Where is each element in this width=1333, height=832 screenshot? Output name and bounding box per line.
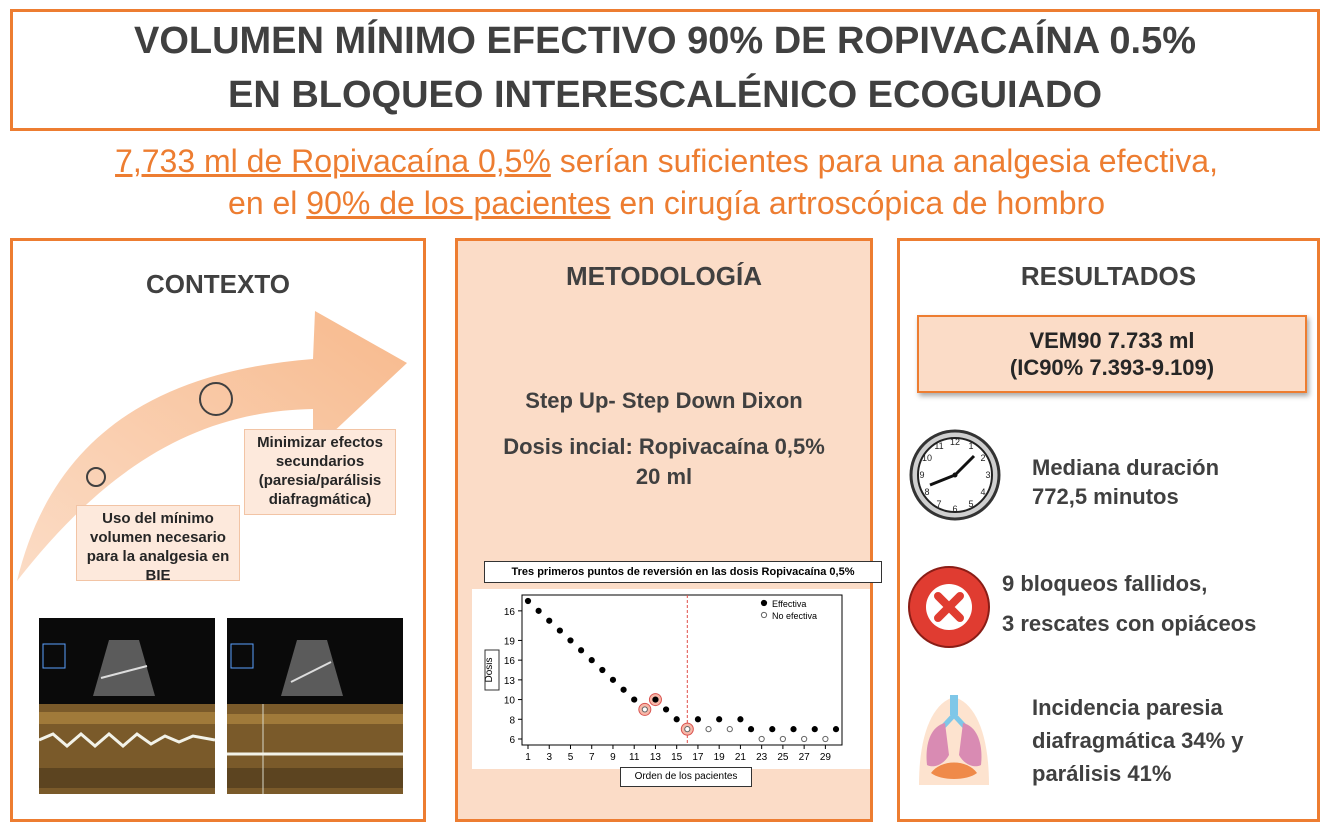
duration-line-1: Mediana duración (1032, 455, 1220, 480)
data-point-not-effective (780, 736, 785, 741)
dose-line-1: Dosis incial: Ropivacaína 0,5% (503, 434, 825, 459)
x-tick-label: 13 (649, 752, 662, 763)
x-tick-label: 19 (713, 752, 725, 763)
data-point-not-effective (823, 736, 828, 741)
metodologia-heading: METODOLOGÍA (566, 261, 762, 291)
x-tick-label: 3 (546, 752, 553, 763)
svg-text:10: 10 (921, 453, 933, 463)
data-point-not-effective (706, 727, 711, 732)
ultrasound-image (39, 618, 215, 794)
vem90-interval: (IC90% 7.393-9.109) (1009, 355, 1215, 380)
svg-text:2: 2 (980, 453, 986, 463)
data-point-effective (833, 727, 838, 732)
y-tick-label: 19 (503, 636, 515, 648)
opioid-rescues: 3 rescates con opiáceos (1002, 611, 1257, 636)
x-tick-label: 7 (588, 752, 595, 763)
svg-text:6: 6 (952, 504, 958, 514)
data-point-effective (525, 598, 530, 603)
chart-plot (472, 589, 870, 769)
chart-y-label: Dosis (484, 657, 495, 683)
y-tick-label: 13 (503, 675, 515, 687)
clock-icon (908, 428, 1002, 522)
x-tick-label: 15 (671, 752, 683, 763)
x-tick-label: 17 (692, 752, 704, 763)
subtitle-text-2: en cirugía artroscópica de hombro (610, 185, 1105, 221)
svg-text:8: 8 (924, 487, 930, 497)
legend-marker-effective (761, 600, 766, 605)
svg-text:3: 3 (985, 470, 991, 480)
duration-line-2: 772,5 minutos (1032, 484, 1179, 509)
data-point-effective (717, 717, 722, 722)
incidence-line-2: diafragmática 34% y (1032, 728, 1244, 753)
x-tick-label: 5 (567, 752, 574, 763)
svg-text:9: 9 (919, 470, 925, 480)
legend-label-effective: Effectiva (772, 599, 807, 609)
vem90-box (917, 315, 1307, 393)
data-point-effective (674, 717, 679, 722)
note-effects: Minimizar efectos secundarios (paresia/parálisis diafragmática) (244, 429, 396, 515)
x-tick-label: 11 (629, 752, 640, 763)
chart-title: Tres primeros puntos de reversión en las dosis Ropivacaína 0,5% (484, 561, 882, 583)
data-point-effective (663, 707, 668, 712)
chart-x-label: Orden de los pacientes (620, 767, 752, 787)
data-point-effective (632, 697, 637, 702)
resultados-panel (897, 238, 1320, 822)
data-point-effective (579, 648, 584, 653)
data-point-effective (600, 667, 605, 672)
svg-text:7: 7 (936, 499, 942, 509)
error-x-icon (907, 565, 991, 649)
note-volume: Uso del mínimo volumen necesario para la analgesia en BIE (76, 505, 240, 581)
metodologia-panel (455, 238, 873, 822)
x-tick-label: 1 (525, 752, 531, 763)
data-point-not-effective (642, 707, 647, 712)
y-tick-label: 10 (503, 695, 515, 707)
svg-text:1: 1 (968, 441, 974, 451)
data-point-effective (610, 677, 615, 682)
subtitle-highlight-percent: 90% de los pacientes (306, 185, 611, 221)
legend-label-not-effective: No efectiva (772, 611, 818, 621)
ultrasound-image (227, 618, 403, 794)
x-tick-label: 21 (734, 752, 746, 763)
data-point-effective (812, 727, 817, 732)
data-point-effective (748, 727, 753, 732)
subtitle-line-2 (0, 185, 1333, 222)
y-tick-label: 8 (509, 715, 515, 727)
data-point-effective (557, 628, 562, 633)
x-tick-label: 9 (610, 752, 616, 763)
vem90-value: VEM90 7.733 ml (1029, 328, 1195, 353)
data-point-effective (653, 697, 658, 702)
svg-text:11: 11 (934, 441, 944, 451)
incidence-line-3: parálisis 41% (1032, 761, 1172, 786)
x-tick-label: 29 (819, 752, 831, 763)
incidence-line-1: Incidencia paresia (1032, 695, 1223, 720)
title-line-1: VOLUMEN MÍNIMO EFECTIVO 90% DE ROPIVACAÍNA 0.5% (133, 20, 1197, 62)
legend-marker-not-effective (761, 612, 766, 617)
svg-text:12: 12 (949, 437, 961, 447)
data-point-effective (770, 727, 775, 732)
title-line-2: EN BLOQUEO INTERESCALÉNICO ECOGUIADO (227, 74, 1103, 116)
data-point-effective (695, 717, 700, 722)
data-point-effective (738, 717, 743, 722)
y-tick-label: 6 (509, 735, 515, 746)
y-tick-label: 16 (503, 606, 515, 618)
data-point-not-effective (727, 727, 732, 732)
dose-line-2: 20 ml (635, 464, 693, 489)
svg-text:4: 4 (980, 487, 986, 497)
subtitle-highlight-dose: 7,733 ml de Ropivacaína 0,5% (115, 143, 551, 179)
data-point-not-effective (759, 736, 764, 741)
y-tick-label: 16 (503, 656, 515, 668)
title-box (10, 9, 1320, 131)
step-circle-large (199, 382, 233, 416)
data-point-effective (568, 638, 573, 643)
x-tick-label: 25 (777, 752, 789, 763)
svg-text:5: 5 (968, 499, 974, 509)
data-point-not-effective (685, 727, 690, 732)
x-tick-label: 27 (798, 752, 810, 763)
lungs-diaphragm-icon (915, 693, 993, 785)
data-point-not-effective (802, 736, 807, 741)
data-point-effective (621, 687, 626, 692)
data-point-effective (536, 608, 541, 613)
subtitle-pre: en el (228, 185, 307, 221)
subtitle-text-1: serían suficientes para una analgesia efectiva, (550, 143, 1218, 179)
subtitle-line-1 (0, 143, 1333, 180)
step-circle-small (86, 467, 106, 487)
data-point-effective (547, 618, 552, 623)
contexto-panel (10, 238, 426, 822)
resultados-heading: RESULTADOS (1020, 261, 1197, 291)
failed-blocks: 9 bloqueos fallidos, (1002, 571, 1208, 596)
data-point-effective (589, 658, 594, 663)
method-name: Step Up- Step Down Dixon (525, 388, 803, 413)
dixon-chart (472, 559, 870, 791)
data-point-effective (791, 727, 796, 732)
contexto-heading: CONTEXTO (146, 269, 290, 299)
x-tick-label: 23 (756, 752, 768, 763)
